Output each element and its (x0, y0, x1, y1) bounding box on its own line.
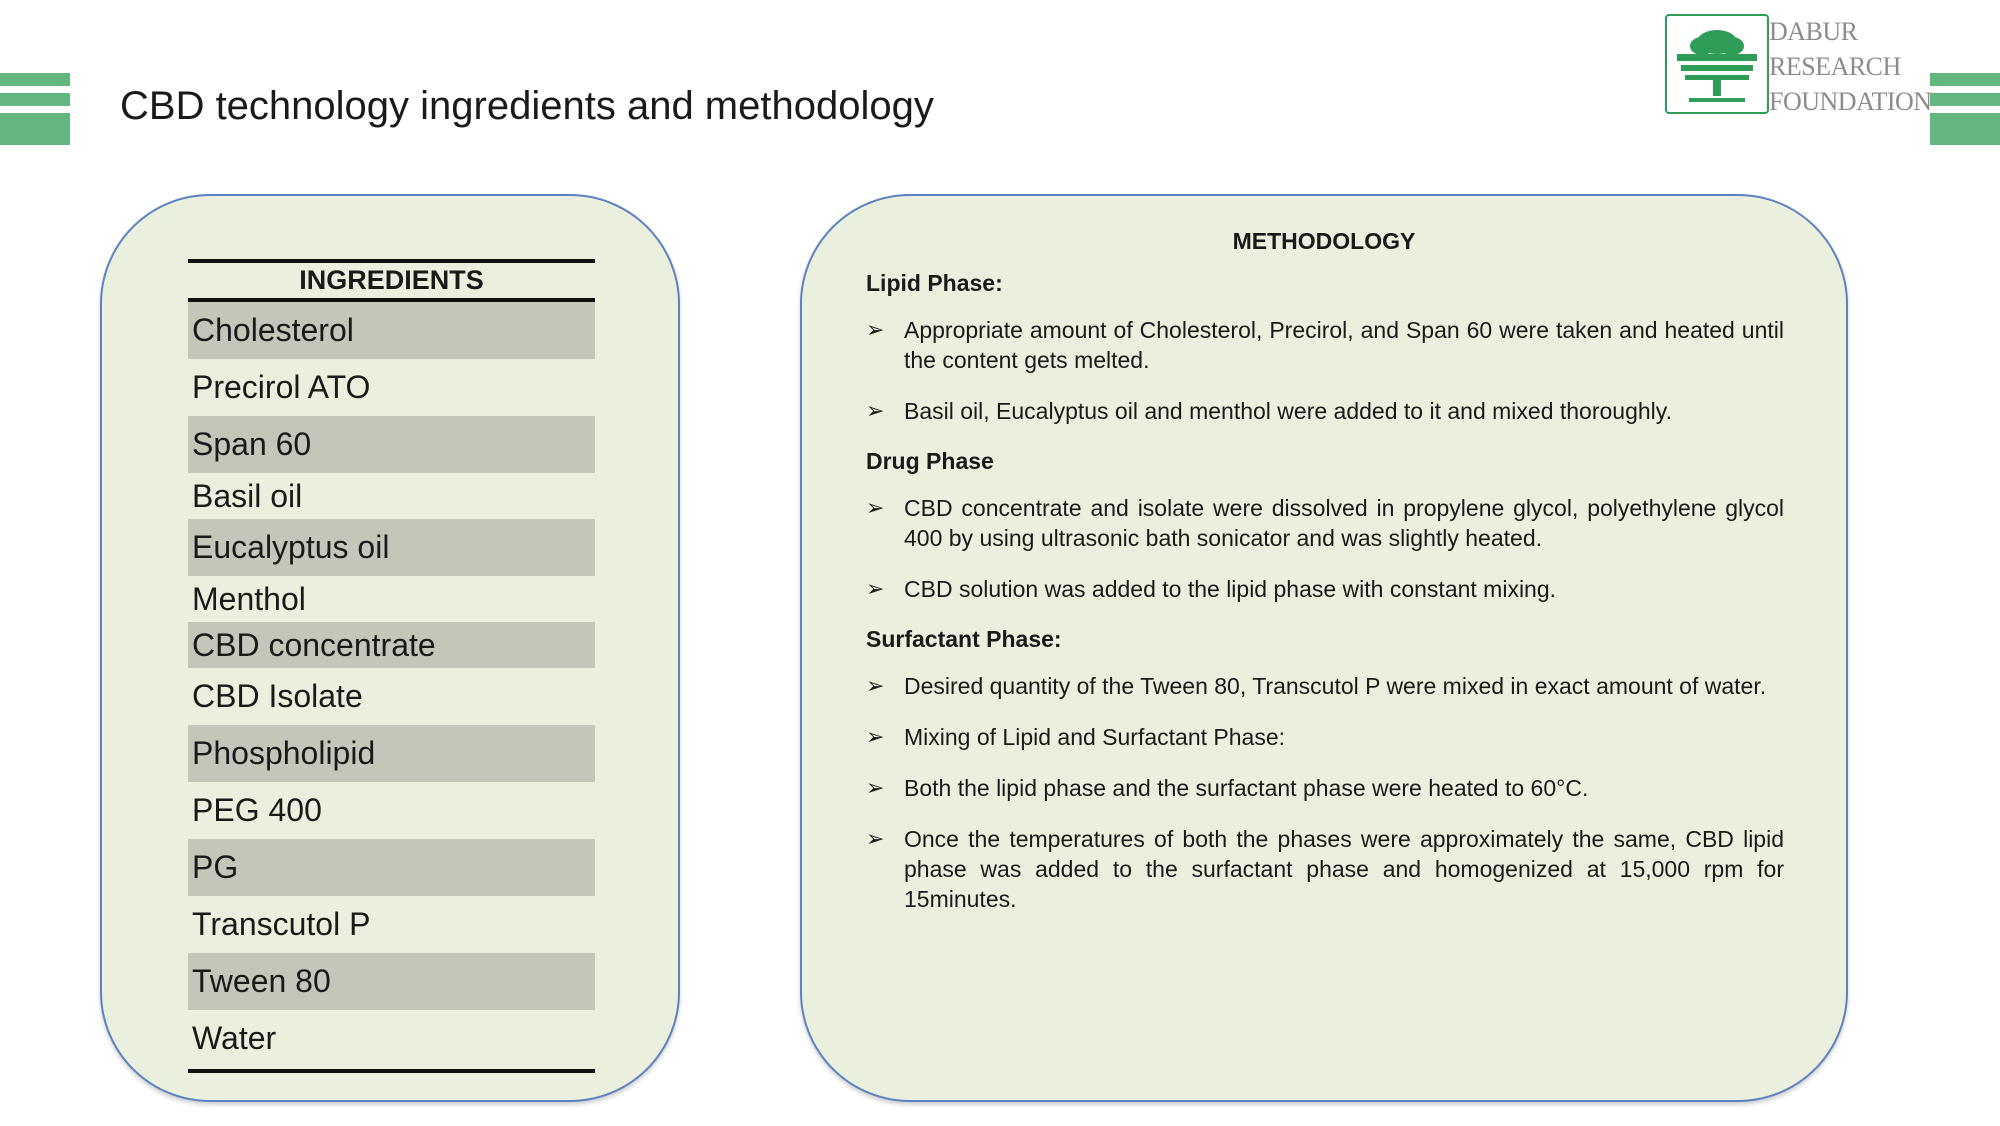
slide-title: CBD technology ingredients and methodology (120, 84, 934, 128)
bullet-text: Both the lipid phase and the surfactant phase were heated to 60°C. (904, 775, 1589, 801)
logo-line-3: FOUNDATION (1769, 87, 1932, 116)
ingredient-row: Basil oil (192, 477, 303, 514)
arrow-bullet-icon: ➢ (866, 495, 885, 520)
ingredient-row: Cholesterol (188, 302, 595, 359)
ingredient-row: CBD concentrate (188, 622, 595, 668)
bullet-text: CBD concentrate and isolate were dissolved in propylene glycol, polyethylene glycol 400 by using ultrasonic bath sonicator and was slightly heated. (904, 495, 1784, 551)
ingredient-row: Phospholipid (188, 725, 595, 782)
ingredient-row: Tween 80 (188, 953, 595, 1010)
bullet-text: CBD solution was added to the lipid phase with constant mixing. (904, 576, 1557, 602)
logo-line-1: DABUR (1769, 17, 1858, 46)
logo-text (1769, 14, 1932, 119)
surfactant-phase-bullet (866, 671, 1784, 701)
tree-logo-icon (1665, 14, 1769, 114)
drug-phase-bullet (866, 574, 1784, 604)
bullet-text: Basil oil, Eucalyptus oil and menthol were added to it and mixed thoroughly. (904, 398, 1672, 424)
arrow-bullet-icon: ➢ (866, 398, 885, 423)
bullet-text: Mixing of Lipid and Surfactant Phase: (904, 724, 1286, 750)
lipid-phase-bullet (866, 396, 1784, 426)
right-accent-bar-1 (1930, 73, 2000, 86)
left-accent-bar-2 (0, 93, 70, 106)
ingredient-row: Transcutol P (192, 906, 371, 942)
right-accent-bar-2 (1930, 93, 2000, 106)
drug-phase-bullet (866, 493, 1784, 553)
table-top-rule (188, 259, 595, 263)
bullet-text: Desired quantity of the Tween 80, Transcutol P were mixed in exact amount of water. (904, 673, 1767, 699)
methodology-panel (800, 194, 1848, 1102)
table-bottom-rule (188, 1069, 595, 1073)
ingredient-row: Precirol ATO (192, 369, 371, 405)
methodology-title: METHODOLOGY (1232, 228, 1416, 254)
surfactant-phase-bullet (866, 773, 1784, 803)
ingredient-row: Span 60 (188, 416, 595, 473)
ingredient-row: CBD Isolate (192, 678, 363, 714)
left-accent-bar-1 (0, 73, 70, 86)
dabur-research-foundation-logo (1665, 14, 1932, 116)
ingredient-row: PEG 400 (192, 792, 322, 828)
ingredient-row: Water (192, 1020, 277, 1056)
surfactant-phase-bullet (866, 722, 1784, 752)
right-accent-bar-3 (1930, 113, 2000, 145)
arrow-bullet-icon: ➢ (866, 775, 885, 800)
surfactant-phase-bullet (866, 824, 1784, 914)
ingredients-header: INGREDIENTS (299, 265, 484, 295)
arrow-bullet-icon: ➢ (866, 724, 885, 749)
ingredient-row: Menthol (192, 580, 306, 617)
lipid-phase-bullet (866, 315, 1784, 375)
ingredients-panel (100, 194, 680, 1102)
lipid-phase-heading: Lipid Phase: (866, 270, 1003, 296)
ingredient-row: PG (188, 839, 595, 896)
arrow-bullet-icon: ➢ (866, 317, 885, 342)
arrow-bullet-icon: ➢ (866, 673, 885, 698)
left-accent-bar-3 (0, 113, 70, 145)
arrow-bullet-icon: ➢ (866, 576, 885, 601)
ingredient-row: Eucalyptus oil (188, 519, 595, 576)
logo-line-2: RESEARCH (1769, 52, 1901, 81)
arrow-bullet-icon: ➢ (866, 826, 885, 851)
methodology-body (866, 270, 1784, 914)
surfactant-phase-heading: Surfactant Phase: (866, 626, 1062, 652)
drug-phase-heading: Drug Phase (866, 448, 994, 474)
bullet-text: Appropriate amount of Cholesterol, Precirol, and Span 60 were taken and heated until the content gets melted. (904, 317, 1784, 373)
bullet-text: Once the temperatures of both the phases were approximately the same, CBD lipid phase was added to the surfactant phase and homogenized at 15,000 rpm for 15minutes. (904, 826, 1784, 912)
